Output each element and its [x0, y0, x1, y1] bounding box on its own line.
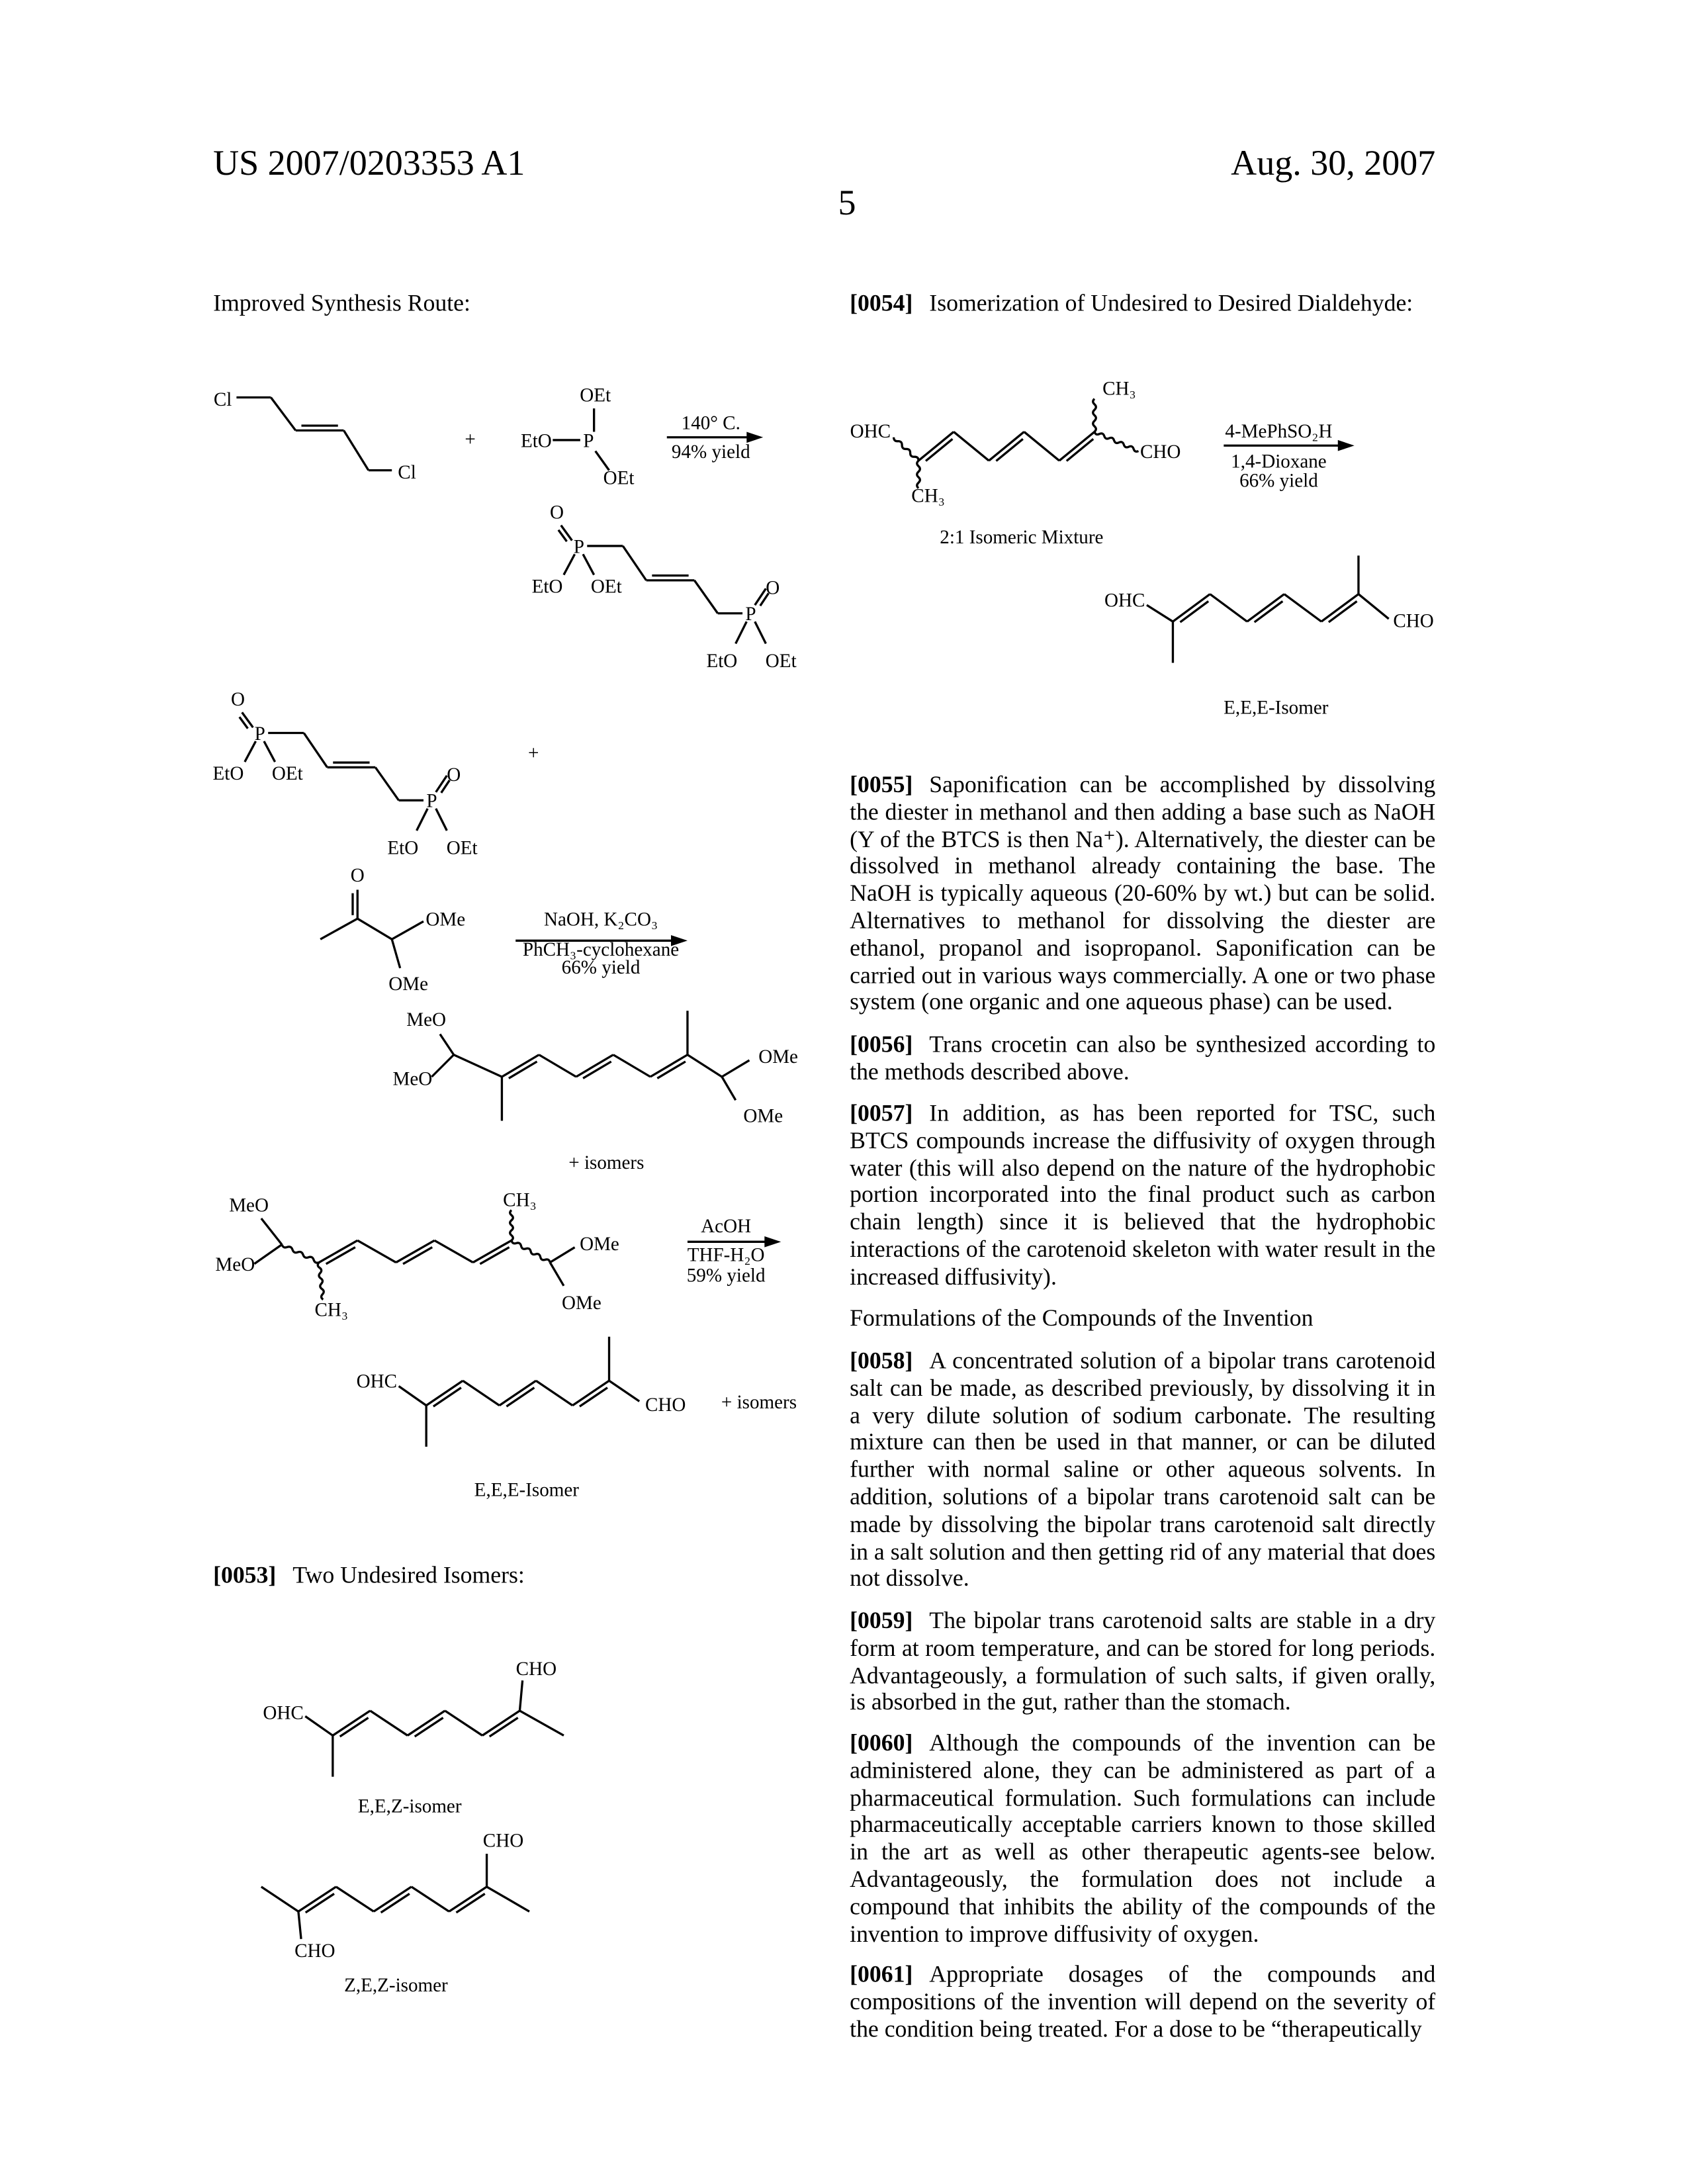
single-bond — [1284, 594, 1321, 622]
atom-label: O — [351, 865, 365, 886]
single-bond — [564, 554, 575, 574]
single-bond — [454, 1055, 502, 1077]
atom-label: OHC — [263, 1702, 303, 1723]
plus-sign: + — [465, 429, 475, 450]
atom-label: OHC — [850, 421, 891, 442]
paragraph-number: [0059] — [850, 1608, 913, 1633]
wavy-bond — [318, 1263, 324, 1300]
single-bond — [436, 776, 447, 792]
paragraph-number: [0060] — [850, 1730, 913, 1756]
single-bond — [694, 580, 717, 614]
single-bond — [399, 1387, 427, 1406]
atom-label: OMe — [743, 1106, 783, 1127]
atom-label: OHC — [357, 1371, 397, 1392]
atom-label: CH₃ — [503, 1189, 537, 1210]
wavy-bond — [510, 1210, 513, 1241]
atom-label: OMe — [758, 1046, 798, 1068]
reaction-yield: 59% yield — [687, 1265, 766, 1287]
isomers-note: + isomers — [568, 1152, 644, 1173]
wavy-bond — [1093, 399, 1096, 432]
reaction-arrow-head — [1338, 440, 1355, 451]
single-bond — [500, 1381, 536, 1405]
atom-label: O — [231, 689, 245, 710]
atom-label: MeO — [229, 1195, 269, 1216]
single-bond — [245, 741, 256, 762]
route-title: Improved Synthesis Route: — [213, 290, 470, 317]
single-bond — [755, 621, 766, 643]
plus-sign: + — [528, 743, 539, 764]
atom-label: CHO — [516, 1659, 557, 1680]
single-bond — [482, 1711, 520, 1735]
paragraph-number: [0057] — [850, 1100, 913, 1126]
atom-label: EtO — [706, 651, 737, 672]
wavy-bond — [894, 437, 918, 461]
single-bond — [319, 1240, 357, 1262]
reaction-condition: 4-MePhSO₂H — [1225, 421, 1332, 442]
single-bond — [298, 1911, 301, 1939]
single-bond — [333, 1711, 371, 1735]
single-bond — [343, 430, 368, 470]
single-bond — [688, 1055, 722, 1077]
single-bond — [412, 1887, 449, 1911]
single-bond — [487, 1887, 529, 1911]
atom-label: OHC — [1104, 590, 1145, 611]
atom-label: O — [766, 578, 780, 599]
atom-label: OEt — [591, 576, 622, 598]
atom-label: MeO — [215, 1254, 255, 1275]
chemical-structures — [0, 0, 1694, 2184]
single-bond — [436, 809, 447, 831]
paragraph-text: Two Undesired Isomers: — [292, 1562, 525, 1588]
reaction-condition: THF-H₂O — [688, 1244, 765, 1265]
reaction-condition: 1,4-Dioxane — [1231, 451, 1327, 472]
single-bond — [445, 1711, 482, 1735]
patent-number: US 2007/0203353 A1 — [213, 143, 525, 184]
double-bond-line — [1067, 439, 1093, 461]
single-bond — [989, 432, 1024, 461]
single-bond — [431, 1055, 453, 1077]
atom-label: OEt — [766, 651, 797, 672]
paragraph-number: [0055] — [850, 772, 913, 797]
atom-label: CHO — [294, 1940, 335, 1962]
single-bond — [271, 398, 295, 431]
single-bond — [320, 919, 357, 939]
single-bond — [736, 621, 747, 643]
reaction-condition: PhCH₃-cyclohexane — [523, 939, 679, 960]
atom-label: Cl — [214, 389, 232, 410]
single-bond — [623, 546, 646, 580]
single-bond — [1359, 594, 1389, 619]
single-bond — [261, 1218, 282, 1244]
structure-caption: Z,E,Z-isomer — [344, 1975, 448, 1996]
single-bond — [264, 741, 275, 762]
paragraph-text: The bipolar trans carotenoid salts are stable in a dry form at room temperature, and can be stored for long periods. Advantageously, a formulation of such salts, if given orally, is absorbed in the gut, rather than the stomach. — [850, 1608, 1435, 1715]
atom-label: EtO — [213, 763, 244, 784]
single-bond — [755, 588, 766, 605]
atom-label: MeO — [406, 1009, 446, 1030]
single-bond — [357, 1240, 396, 1262]
single-bond — [583, 554, 594, 574]
single-bond — [396, 1240, 434, 1262]
single-bond — [408, 1711, 445, 1735]
single-bond — [392, 921, 424, 939]
atom-label: OEt — [580, 385, 611, 406]
paragraph-text: Saponification can be accomplished by dissolving the diester in methanol and then adding a base such as NaOH (Y of the BTCS is then Na⁺). Alternatively, the diester can be dissolved in methanol already containing the base. The NaOH is typically aqueous (20-60% by wt.) but can be solid. Alternatives to methanol for dissolving the diester are ethanol, propanol and isopropanol. Saponification can be carried out in various ways commercially. A one or two phase system (one organic and one aqueous phase) can be used. — [850, 772, 1435, 1016]
atom-label: CH₃ — [1102, 378, 1136, 399]
single-bond — [392, 939, 400, 968]
atom-label: O — [447, 764, 461, 786]
atom-label: OEt — [603, 467, 635, 488]
patent-page — [0, 0, 1694, 2184]
atom-label: CHO — [645, 1394, 686, 1416]
single-bond — [298, 1887, 336, 1911]
single-bond — [242, 712, 253, 727]
single-bond — [576, 1055, 613, 1077]
publication-date: Aug. 30, 2007 — [1231, 143, 1435, 184]
reaction-arrow-head — [764, 1236, 781, 1248]
atom-label: MeO — [392, 1068, 432, 1089]
atom-label: EtO — [387, 837, 418, 858]
single-bond — [519, 1680, 522, 1711]
structure-caption: E,E,Z-isomer — [358, 1796, 462, 1817]
single-bond — [536, 1381, 572, 1405]
single-bond — [519, 1711, 563, 1735]
atom-label: OMe — [580, 1234, 619, 1255]
section-heading: Formulations of the Compounds of the Invention — [850, 1305, 1313, 1332]
structure-caption: 2:1 Isomeric Mixture — [940, 527, 1103, 548]
reaction-condition: NaOH, K₂CO₃ — [544, 909, 658, 930]
wavy-bond — [917, 461, 920, 488]
wavy-bond — [512, 1240, 550, 1262]
atom-label: CH₃ — [911, 485, 945, 506]
atom-label: P — [574, 536, 584, 557]
single-bond — [550, 1248, 574, 1263]
single-bond — [1321, 594, 1359, 622]
atom-label: P — [426, 791, 437, 812]
single-bond — [254, 1244, 282, 1263]
single-bond — [613, 1055, 650, 1077]
single-bond — [918, 432, 954, 461]
atom-label: OMe — [388, 974, 428, 995]
atom-label: Cl — [398, 462, 416, 483]
single-bond — [502, 1055, 539, 1077]
single-bond — [1024, 432, 1059, 461]
single-bond — [1247, 594, 1284, 622]
single-bond — [463, 1381, 499, 1405]
paragraph-text: A concentrated solution of a bipolar trans carotenoid salt can be made, as described previously, by dissolving it in a very dilute solution of sodium carbonate. The resulting mixture can then be used in that manner, or can be diluted further with normal saline or other aqueous solvents. In addition, solutions of a bipolar trans carotenoid salt can be made by dissolving the bipolar trans carotenoid salt directly in a salt solution and then getting rid of any material that does not dissolve. — [850, 1347, 1435, 1592]
single-bond — [550, 1263, 564, 1286]
single-bond — [650, 1055, 688, 1077]
double-bond-line — [996, 439, 1022, 461]
single-bond — [304, 733, 327, 768]
reaction-yield: 66% yield — [562, 957, 641, 978]
paragraph-number: [0056] — [850, 1031, 913, 1057]
single-bond — [426, 1381, 463, 1405]
single-bond — [357, 919, 392, 939]
paragraph-number: [0054] — [850, 290, 913, 316]
single-bond — [1210, 594, 1247, 622]
single-bond — [539, 1055, 576, 1077]
single-bond — [1173, 594, 1210, 622]
single-bond — [473, 1240, 512, 1262]
atom-label: EtO — [532, 576, 563, 598]
atom-label: CHO — [483, 1831, 523, 1852]
paragraph-number: [0061] — [850, 1961, 913, 1987]
single-bond — [1147, 605, 1173, 621]
single-bond — [722, 1077, 736, 1100]
atom-label: P — [745, 604, 756, 625]
paragraph-number: [0053] — [213, 1562, 276, 1588]
single-bond — [440, 1034, 454, 1055]
atom-label: P — [583, 430, 594, 451]
structure-caption: E,E,E-Isomer — [1224, 697, 1329, 718]
single-bond — [1059, 432, 1094, 461]
single-bond — [417, 809, 428, 831]
single-bond — [722, 1060, 750, 1077]
wavy-bond — [1094, 432, 1138, 451]
reaction-yield: 94% yield — [672, 441, 750, 463]
atom-label: OEt — [272, 763, 303, 784]
single-bond — [609, 1381, 640, 1401]
wavy-bond — [282, 1244, 319, 1263]
isomers-note: + isomers — [721, 1392, 797, 1413]
single-bond — [370, 1711, 408, 1735]
paragraph-text: Isomerization of Undesired to Desired Dialdehyde: — [929, 290, 1413, 316]
reaction-condition: AcOH — [701, 1216, 751, 1237]
atom-label: OMe — [425, 909, 465, 930]
paragraph-text: Although the compounds of the invention can be administered alone, they can be administered as part of a pharmaceutical formulation. Such formulations can include pharmaceutically acceptable carriers known to those skilled in the art as well as other therapeutic agents-see below. Advantageously, the formulation does not include a compound that inhibits the ability of the compounds of the invention to improve diffusivity of oxygen. — [850, 1730, 1435, 1946]
structure-caption: E,E,E-Isomer — [474, 1480, 580, 1501]
paragraph-text: In addition, as has been reported for TSC, such BTCS compounds increase the diffusivity of oxygen through water (this will also depend on the nature of the hydrophobic portion incorporated into the final product such as carbon chain length) since it is believed that the hydrophobic interactions of the carotenoid skeleton with water result in the increased diffusivity). — [850, 1100, 1435, 1289]
single-bond — [572, 1381, 609, 1405]
single-bond — [305, 1716, 333, 1735]
single-bond — [561, 525, 572, 541]
atom-label: O — [550, 502, 564, 523]
single-bond — [449, 1887, 487, 1911]
single-bond — [435, 1240, 473, 1262]
atom-label: CHO — [1393, 611, 1433, 632]
page-number: 5 — [0, 183, 1694, 224]
atom-label: EtO — [521, 430, 552, 451]
atom-label: P — [255, 723, 265, 745]
reaction-yield: 66% yield — [1239, 471, 1318, 492]
single-bond — [374, 1887, 412, 1911]
single-bond — [375, 767, 398, 800]
atom-label: OEt — [447, 837, 478, 858]
single-bond — [336, 1887, 374, 1911]
reaction-condition: 140° C. — [682, 412, 740, 433]
paragraph-text: Appropriate dosages of the compounds and compositions of the invention will depend on the severity of the condition being treated. For a dose to be “therapeutically — [850, 1961, 1435, 2042]
paragraph-number: [0058] — [850, 1347, 913, 1373]
paragraph-text: Trans crocetin can also be synthesized according to the methods described above. — [850, 1031, 1435, 1085]
atom-label: CH₃ — [315, 1300, 349, 1321]
single-bond — [954, 432, 989, 461]
atom-label: OMe — [562, 1293, 602, 1314]
atom-label: CHO — [1140, 441, 1181, 463]
double-bond-line — [926, 439, 952, 461]
single-bond — [261, 1887, 298, 1911]
